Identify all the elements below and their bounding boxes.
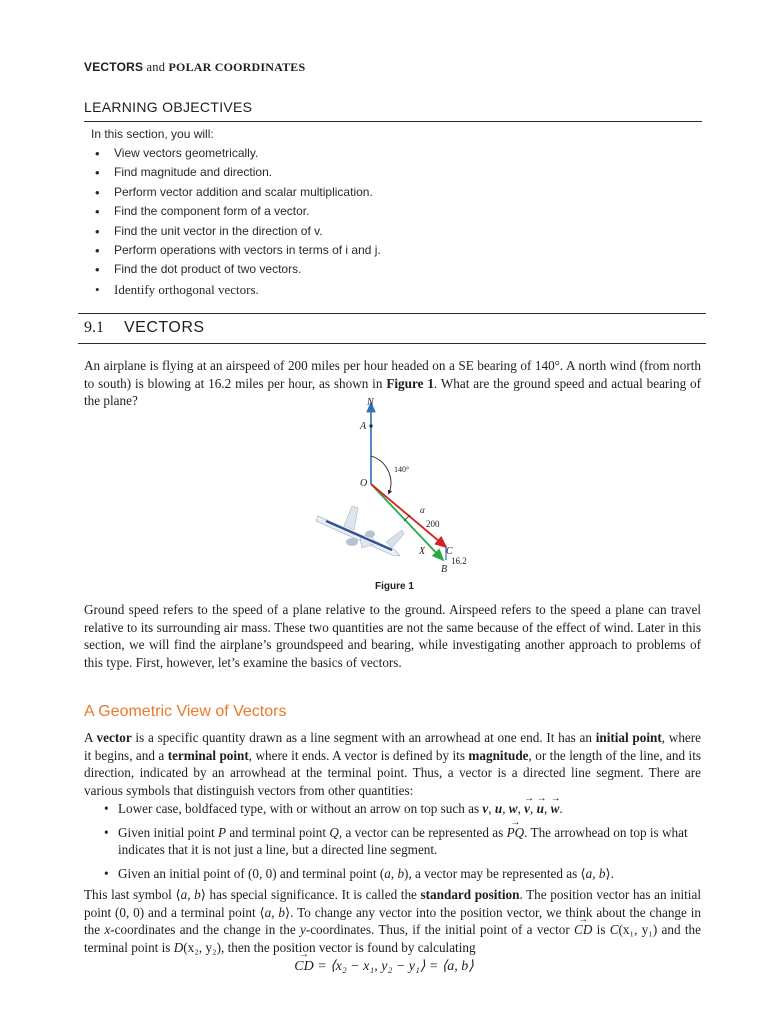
figure-caption: Figure 1 — [375, 581, 414, 592]
objective-text: Find the component form of a vector. — [114, 204, 310, 219]
intro-text-a: An airplane is flying at an airspeed of 200 miles per hour headed on a SE bearing of 140°. A north wind (from north to south) is blowing at 16.2 miles per hour, as shown in — [84, 358, 701, 391]
objective-item: • Find the dot product of two vectors. — [95, 262, 302, 278]
figure-reference: Figure 1 — [386, 375, 434, 391]
text: is a specific quantity drawn as a line segment with an arrowhead at one end. It has an — [131, 730, 596, 745]
objective-text: Perform vector addition and scalar multiplication. — [114, 184, 373, 199]
bullet-item: • Given an initial point of (0, 0) and terminal point (a, b), a vector may be represented as ⟨a, b⟩. — [104, 865, 614, 881]
intro-text-b: . What are the ground speed and actual bearing of the plane? — [84, 375, 702, 408]
text: (x₁, y₁) and the terminal point is — [84, 922, 701, 955]
running-head-vectors: VECTORS — [84, 60, 144, 74]
text: , where it ends. A vector is defined by its — [248, 747, 469, 763]
point-d: D — [173, 939, 184, 955]
term-vector: vector — [96, 730, 132, 745]
section-rule-top — [78, 313, 706, 314]
text: , where it begins, and a — [84, 730, 702, 763]
label-b: B — [441, 564, 448, 575]
term-terminal-point: terminal point — [167, 747, 249, 763]
objective-text: Identify orthogonal vectors. — [114, 281, 259, 297]
point-c: C — [609, 922, 619, 937]
objective-text: Find the dot product of two vectors. — [114, 262, 302, 277]
bullet-text: ), a vector may be represented as ⟨ — [404, 865, 586, 881]
objective-item: • Find the unit vector in the direction of v. — [95, 223, 323, 239]
coords-ab: a, b — [384, 865, 405, 881]
symbol-u: u — [494, 801, 503, 816]
airplane-icon — [316, 506, 404, 556]
text: (x₂, y₂), then the position vector is found by calculating — [183, 939, 476, 955]
bullet-text: . The arrowhead on top is what indicates that it is not just a line, but a directed line segment. — [118, 824, 688, 857]
running-head — [84, 60, 305, 75]
objective-text: Find the unit vector in the direction of v. — [114, 223, 323, 238]
point-a-dot — [369, 424, 372, 427]
objective-item: • Find the component form of a vector. — [95, 204, 310, 220]
bullet-text: , a vector can be represented as — [338, 824, 507, 840]
subsection-title: A Geometric View of Vectors — [84, 703, 287, 720]
label-16-2: 16.2 — [451, 556, 467, 566]
label-o: O — [360, 478, 368, 489]
learning-objectives-title: LEARNING OBJECTIVES — [84, 99, 253, 115]
var-x: x — [104, 922, 111, 937]
symbol-v: v — [482, 801, 489, 816]
section-rule-bottom — [78, 343, 706, 344]
term-initial-point: initial point — [595, 730, 662, 745]
label-n: N — [367, 397, 374, 408]
text: -coordinates and the change in the — [110, 922, 300, 937]
objective-item: • Identify orthogonal vectors. — [95, 281, 259, 297]
bullet-text: Given initial point — [118, 824, 218, 840]
label-angle: 140° — [394, 465, 410, 474]
figure-1-diagram — [300, 392, 480, 582]
bullet-text: ⟩. — [605, 865, 614, 881]
objective-item: • Find magnitude and direction. — [95, 165, 273, 181]
standard-position-paragraph — [84, 886, 701, 956]
bullet-item: • Given initial point P and terminal point Q, a vector can be represented as → PQ. The arrowhead on top is what indicates that it is not just a line, but a directed line segment. — [100, 824, 702, 859]
symbol-v-arrow: → v — [524, 800, 530, 818]
symbol-w: w — [508, 801, 518, 816]
text: is — [592, 922, 610, 937]
point-q: Q — [329, 824, 339, 840]
formula-vector-cd: → CD — [294, 959, 313, 975]
text: A — [84, 730, 97, 745]
coords-ab: a, b — [264, 904, 286, 920]
term-standard-position: standard position — [420, 887, 520, 902]
vector-pq: → PQ — [507, 824, 525, 842]
text: ⟩ has special significance. It is called the — [200, 887, 421, 902]
running-head-and: and — [143, 60, 169, 74]
objectives-list — [90, 144, 381, 299]
text: -coordinates. Thus, if the initial point of a vector — [305, 922, 575, 937]
coords-ab: a, b — [585, 865, 606, 881]
objective-item: • Perform operations with vectors in terms of i and j. — [95, 242, 381, 258]
vector-cd: → CD — [574, 921, 592, 939]
objectives-rule — [84, 121, 702, 122]
formula-rhs: = ⟨x₂ − x₁, y₂ − y₁⟩ = ⟨a, b⟩ — [313, 959, 474, 974]
objective-text: View vectors geometrically. — [114, 146, 259, 160]
coords-ab: a, b — [180, 887, 201, 902]
label-alpha: α — [420, 505, 425, 515]
learning-objectives-box — [90, 127, 381, 299]
section-heading — [84, 319, 205, 337]
term-magnitude: magnitude — [468, 747, 529, 763]
objectives-intro: In this section, you will: — [91, 127, 214, 141]
label-x: X — [419, 546, 426, 557]
vector-definition-paragraph — [84, 729, 701, 799]
objective-item: • View vectors geometrically. — [95, 146, 259, 161]
var-y: y — [299, 922, 306, 937]
objective-text: Perform operations with vectors in terms of i and j. — [114, 242, 381, 257]
vector-notation-list — [100, 800, 702, 882]
symbol-u-arrow: → u — [537, 800, 544, 818]
tick-mark — [404, 515, 410, 521]
label-c: C — [446, 546, 453, 557]
label-a: A — [360, 421, 367, 432]
objective-text: Find magnitude and direction. — [114, 165, 273, 180]
running-head-polar: POLAR COORDINATES — [168, 60, 306, 74]
bullet-item: • Lower case, boldfaced type, with or without an arrow on top such as v, u, w, → v, → u, → w. — [100, 800, 702, 818]
airspeed-vector — [371, 484, 446, 547]
text: , or the length of the line, and its direction, indicated by an arrowhead at the terminal point. Thus, a vector is a directed line segment. There are various symbols that distinguish vectors from other quantities: — [84, 747, 701, 798]
text: ⟩. To change any vector into the position vector, we think about the change in the — [84, 904, 701, 937]
position-vector-formula — [0, 958, 768, 975]
section-number: 9.1 — [84, 319, 104, 336]
bullet-text: Given an initial point of (0, 0) and terminal point ( — [118, 865, 385, 881]
text: This last symbol ⟨ — [84, 887, 181, 902]
text: . The position vector has an initial point (0, 0) and a terminal point ⟨ — [84, 887, 701, 920]
point-p: P — [218, 824, 227, 840]
bullet-text: and terminal point — [226, 824, 330, 840]
ground-speed-paragraph: Ground speed refers to the speed of a plane relative to the ground. Airspeed refers to the speed a plane can travel relative to its surrounding air mass. These two quantities are not the same because of the effect of wind. Later in this section, we will find the airplane’s groundspeed and bearing, while investigating another approach to problems of this type. First, however, let’s examine the basics of vectors. — [84, 602, 701, 670]
symbol-w-arrow: → w — [551, 800, 560, 818]
bullet-text: Lower case, boldfaced type, with or without an arrow on top such as — [118, 801, 483, 816]
label-200: 200 — [426, 519, 440, 529]
section-title: VECTORS — [124, 319, 205, 336]
objective-item: • Perform vector addition and scalar multiplication. — [95, 184, 373, 200]
